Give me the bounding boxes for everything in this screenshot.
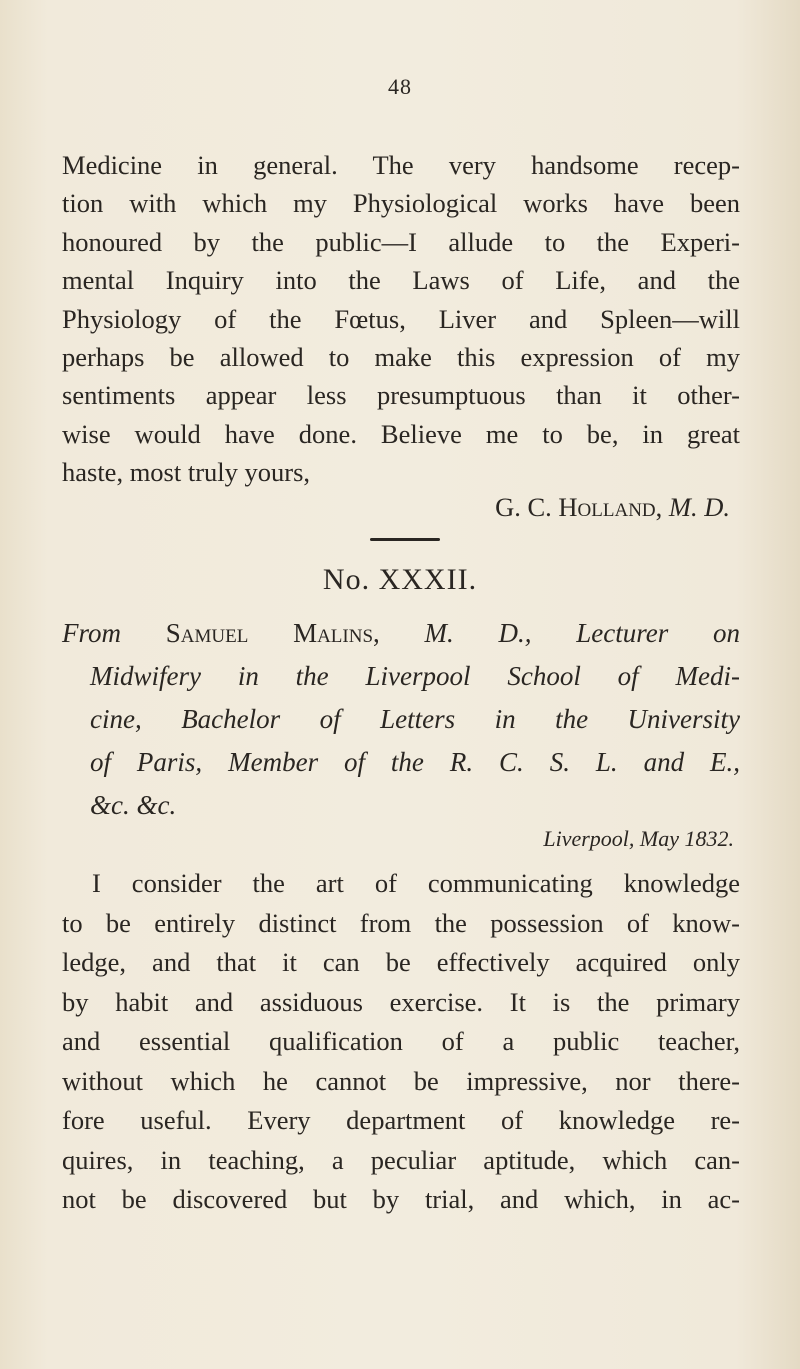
letter-dateline: [0, 826, 734, 852]
text-line: mental Inquiry into the Laws of Life, and the: [62, 265, 740, 296]
letter-body-paragraph: [62, 864, 740, 1220]
sender-line: of Paris, Member of the R. C. S. L. and E.,: [90, 747, 740, 777]
sender-line: cine, Bachelor of Letters in the University: [90, 704, 740, 734]
section-divider: [370, 538, 440, 541]
text-line: perhaps be allowed to make this expression of my: [62, 342, 740, 373]
text-line: honoured by the public—I allude to the Experi-: [62, 226, 740, 257]
text-line: Physiology of the Fœtus, Liver and Spleen—will: [62, 303, 740, 334]
dateline-date: May 1832.: [639, 826, 734, 851]
sender-name: Samuel Malins,: [165, 618, 380, 648]
letter-number-heading: No. XXXII.: [322, 563, 478, 596]
text-line: to be entirely distinct from the possession of know-: [62, 907, 740, 938]
sender-title: M. D., Lecturer on: [424, 618, 740, 648]
text-line: tion with which my Physiological works have been: [62, 188, 740, 219]
dateline-place: Liverpool,: [543, 826, 635, 851]
text-line: ledge, and that it can be effectively acquired only: [62, 947, 740, 977]
text-line: I consider the art of communicating knowledge: [92, 868, 740, 898]
text-line: haste, most truly yours,: [62, 457, 311, 488]
text-line: without which he cannot be impressive, nor there-: [62, 1065, 740, 1096]
signature-name: G. C. Holland,: [495, 492, 663, 522]
text-line: by habit and assiduous exercise. It is the primary: [62, 986, 740, 1017]
sender-line: Midwifery in the Liverpool School of Medi-: [90, 661, 740, 691]
text-line: wise would have done. Believe me to be, in great: [62, 418, 740, 449]
text-line: Medicine in general. The very handsome recep-: [62, 150, 740, 180]
letter-closing-paragraph: [62, 146, 740, 492]
letter-sender-block: [62, 612, 740, 827]
text-line: not be discovered but by trial, and which, in ac-: [62, 1184, 740, 1214]
text-line: sentiments appear less presumptuous than it other-: [62, 380, 740, 411]
text-line: quires, in teaching, a peculiar aptitude, which can-: [62, 1144, 740, 1175]
signature-degree: M. D.: [668, 492, 730, 522]
page-number: 48: [388, 74, 412, 99]
text-line: fore useful. Every department of knowledge re-: [62, 1105, 740, 1135]
sender-line: &c. &c.: [90, 790, 177, 820]
text-line: and essential qualification of a public teacher,: [62, 1026, 740, 1056]
from-word: From: [62, 618, 121, 648]
sender-line: [62, 612, 740, 655]
signature: [0, 492, 730, 523]
